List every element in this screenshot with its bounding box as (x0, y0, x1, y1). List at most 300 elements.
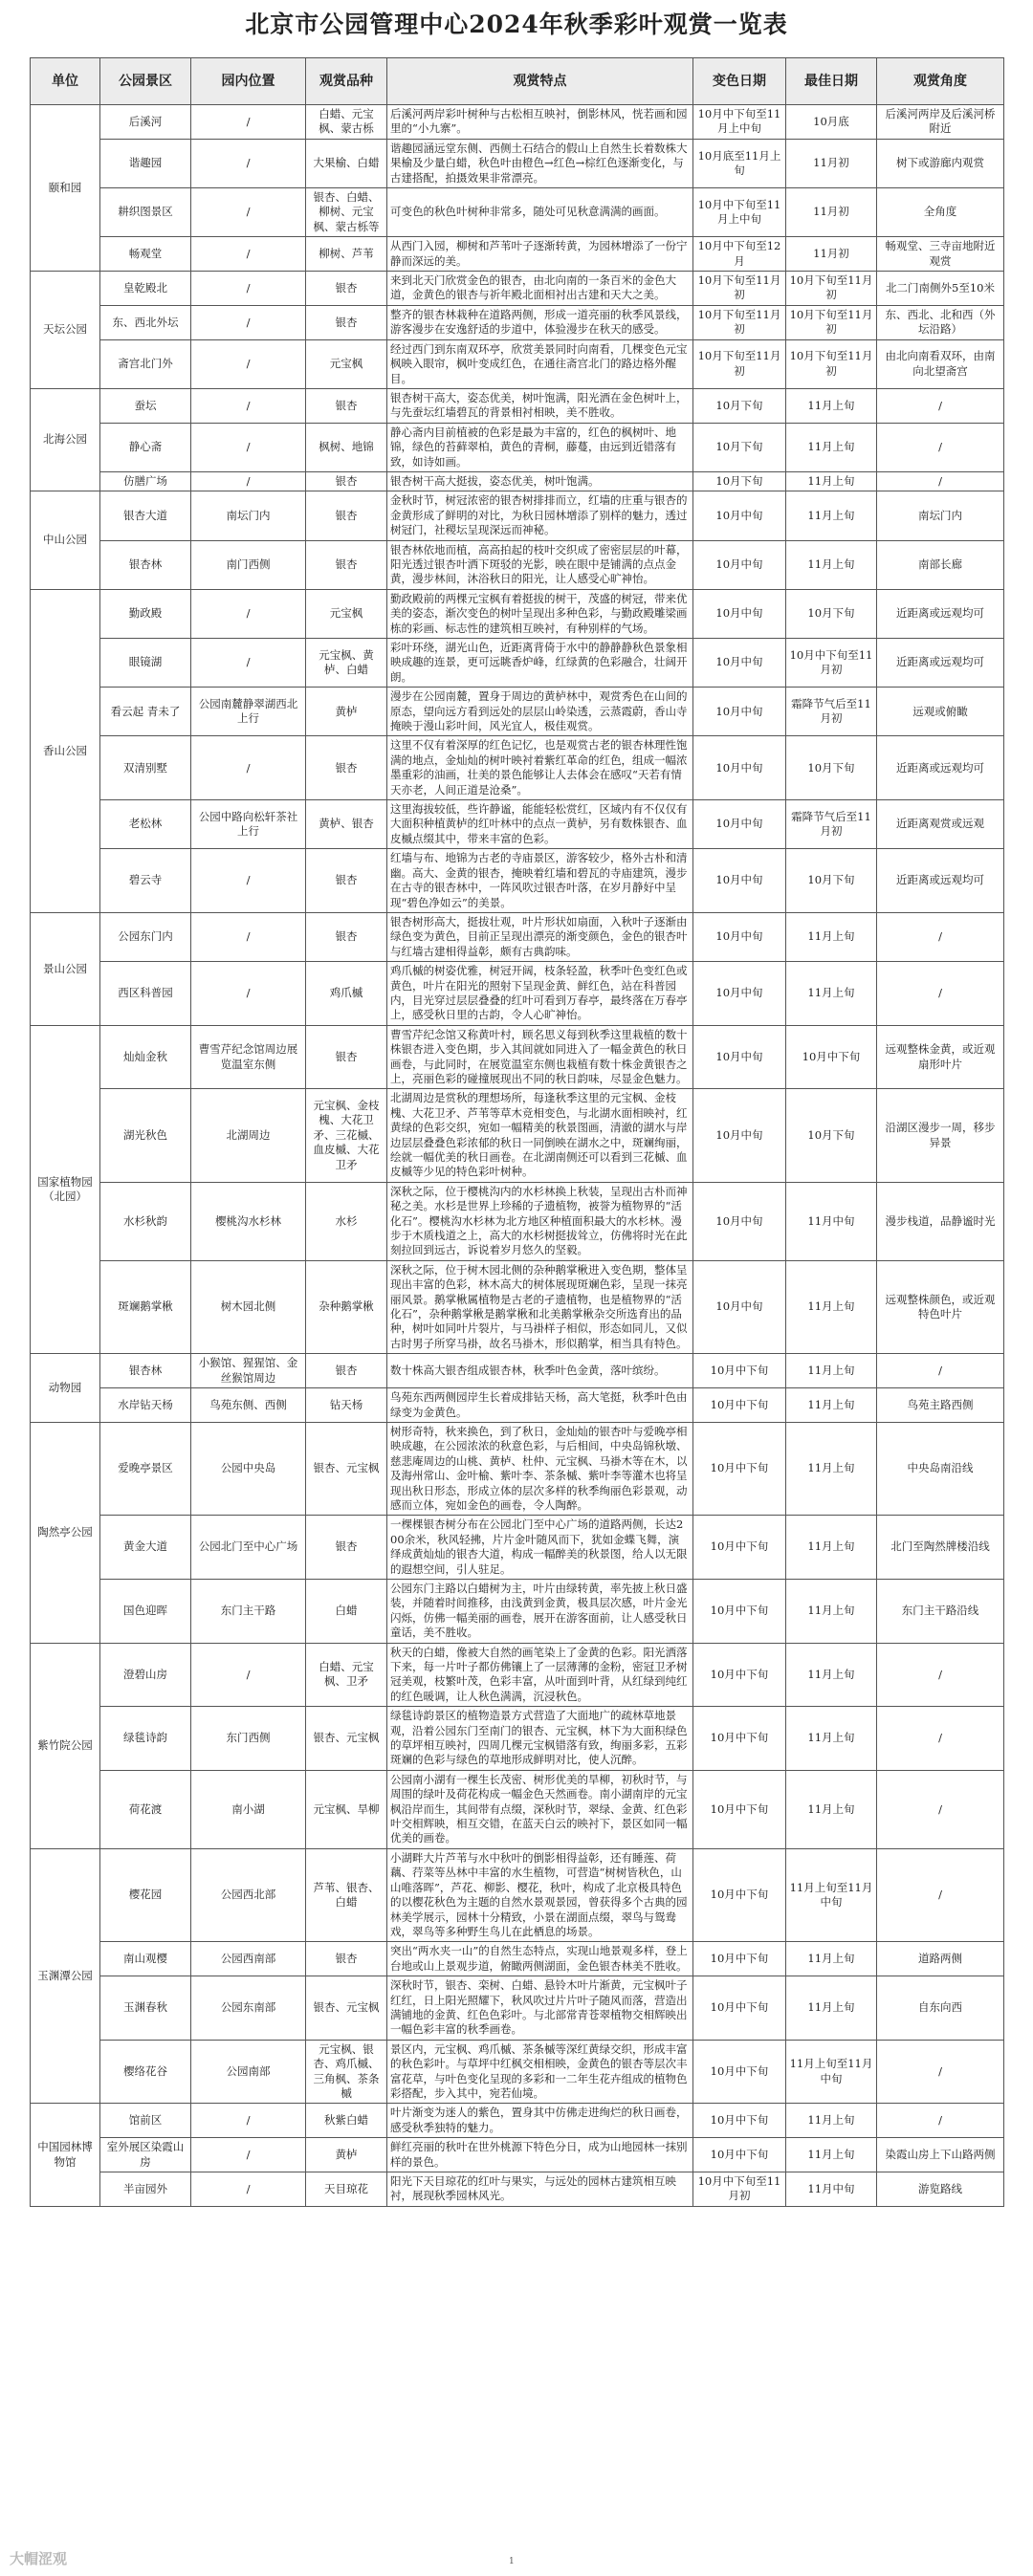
feature-cell: 叶片渐变为迷人的紫色，置身其中仿佛走进绚烂的秋日画卷，感受秋季独特的魅力。 (387, 2104, 693, 2138)
variety-cell: 银杏 (306, 1354, 387, 1388)
location-cell: / (191, 237, 306, 272)
feature-cell: 深秋时节，银杏、栾树、白蜡、悬铃木叶片渐黄，元宝枫叶子红红，日上阳光照耀下，秋风吹过片片叶子随风而落，营造出满铺地的金黄、红色色彩叶。与北部常青苍翠植物交相辉映出一幅色彩丰富的秋季画卷。 (387, 1976, 693, 2041)
location-cell: 公园西北部 (191, 1848, 306, 1941)
best-date-cell: 11月上旬 (786, 1770, 877, 1848)
location-cell: 公园中路向松轩茶社上行 (191, 800, 306, 849)
feature-cell: 彩叶环绕，湖光山色，近距离背倚于水中的静静静秋色景象相映成趣的连景，更可远眺香炉峰，红绿黄的色彩融合，壮阔开朗。 (387, 639, 693, 688)
spot-cell: 勤政殿 (100, 589, 191, 638)
location-cell: 东门主干路 (191, 1579, 306, 1643)
variety-cell: 银杏 (306, 491, 387, 540)
location-cell: / (191, 912, 306, 961)
unit-cell: 国家植物园（北园） (31, 1025, 100, 1354)
spot-cell: 双清别墅 (100, 736, 191, 800)
variety-cell: 白蜡、元宝枫、卫矛 (306, 1643, 387, 1707)
view-angle-cell: 远观整株金黄，或近观扇形叶片 (877, 1025, 1004, 1089)
spot-cell: 湖光秋色 (100, 1089, 191, 1182)
table-row (31, 800, 1004, 849)
spot-cell: 东、西北外坛 (100, 305, 191, 339)
unit-cell: 玉渊潭公园 (31, 1848, 100, 2104)
spot-cell: 半亩园外 (100, 2172, 191, 2207)
view-angle-cell: / (877, 2040, 1004, 2104)
best-date-cell: 10月下旬至11月初 (786, 339, 877, 388)
location-cell: 公园南麓静翠湖西北上行 (191, 688, 306, 736)
variety-cell: 白蜡 (306, 1579, 387, 1643)
table-row (31, 237, 1004, 272)
best-date-cell: 11月上旬 (786, 1260, 877, 1353)
table-row (31, 2172, 1004, 2207)
change-date-cell: 10月下旬至11月初 (693, 339, 786, 388)
location-cell: 公园东南部 (191, 1976, 306, 2041)
unit-cell: 颐和园 (31, 105, 100, 272)
view-angle-cell: / (877, 1354, 1004, 1388)
unit-cell: 陶然亭公园 (31, 1422, 100, 1643)
view-angle-cell: 北二门南侧外5至10米 (877, 272, 1004, 306)
spot-cell: 眼镜湖 (100, 639, 191, 688)
unit-cell: 紫竹院公园 (31, 1643, 100, 1848)
variety-cell: 元宝枫、旱柳 (306, 1770, 387, 1848)
variety-cell: 元宝枫 (306, 339, 387, 388)
feature-cell: 从西门入园，柳树和芦苇叶子逐渐转黄，为园林增添了一份宁静而深远的美。 (387, 237, 693, 272)
view-angle-cell: / (877, 2104, 1004, 2138)
view-angle-cell: 东门主干路沿线 (877, 1579, 1004, 1643)
best-date-cell: 霜降节气后至11月初 (786, 688, 877, 736)
variety-cell: 银杏 (306, 1516, 387, 1580)
header-best-date: 最佳日期 (786, 58, 877, 105)
feature-cell: 深秋之际，位于樱桃沟内的水杉林换上秋装，呈现出古朴而神秘之美。水杉是世界上珍稀的子遗植物，被誉为植物界的“活化石”。樱桃沟水杉林为北方地区种植面积最大的水杉林。漫步于木质栈道之上，高大的水杉树挺拔耸立，仿佛将时光在此刻拉回到远古，诉说着岁月悠久的坚毅。 (387, 1182, 693, 1260)
view-angle-cell: 漫步栈道，品静谧时光 (877, 1182, 1004, 1260)
spot-cell: 澄碧山房 (100, 1643, 191, 1707)
variety-cell: 鸡爪槭 (306, 962, 387, 1026)
location-cell: / (191, 639, 306, 688)
location-cell: / (191, 2138, 306, 2172)
location-cell: / (191, 305, 306, 339)
table-row (31, 272, 1004, 306)
view-angle-cell: 染霞山房上下山路两侧 (877, 2138, 1004, 2172)
variety-cell: 杂种鹅掌楸 (306, 1260, 387, 1353)
view-angle-cell: 游览路线 (877, 2172, 1004, 2207)
table-row (31, 1976, 1004, 2041)
location-cell: 公园北门至中心广场 (191, 1516, 306, 1580)
view-angle-cell: / (877, 423, 1004, 471)
feature-cell: 秋天的白蜡，像被大自然的画笔染上了金黄的色彩。阳光洒落下来，每一片叶子都仿佛镶上了一层薄薄的金粉，密冠卫矛树冠美观，枝繁叶茂，色彩丰富，从叶面到叶背，从红绿到纯红的红色暖调，让人秋色满满，沉浸秋色。 (387, 1643, 693, 1707)
variety-cell: 柳树、芦苇 (306, 237, 387, 272)
feature-cell: 漫步在公园南麓，置身于周边的黄栌林中，观赏秀色在山间的原态，望向远方看到远处的层层山岭染透，云蒸霞蔚，香山寺掩映于漫山彩叶间，风光宜人，极佳观赏。 (387, 688, 693, 736)
header-view-angle: 观赏角度 (877, 58, 1004, 105)
variety-cell: 黄栌 (306, 2138, 387, 2172)
spot-cell: 水杉秋韵 (100, 1182, 191, 1260)
location-cell: 小猴馆、猩猩馆、金丝猴馆周边 (191, 1354, 306, 1388)
page-title: 北京市公园管理中心2024年秋季彩叶观赏一览表 (245, 11, 788, 38)
feature-cell: 绿毯诗韵景区的植物造景方式营造了大面地广的疏林草地景观，沿着公园东门至南门的银杏、元宝枫，林下为大面积绿色的草坪相互映衬，四周几棵元宝枫错落有致，绚丽多彩，五彩斑斓的色彩与绿色的草地形成鲜明对比，使人沉醉。 (387, 1707, 693, 1771)
best-date-cell: 11月上旬 (786, 423, 877, 471)
table-row (31, 2138, 1004, 2172)
location-cell: 北湖周边 (191, 1089, 306, 1182)
view-angle-cell: 自东向西 (877, 1976, 1004, 2041)
location-cell: / (191, 272, 306, 306)
best-date-cell: 11月上旬 (786, 540, 877, 589)
location-cell: 南小湖 (191, 1770, 306, 1848)
table-row (31, 2040, 1004, 2104)
unit-cell: 景山公园 (31, 912, 100, 1025)
feature-cell: 这里不仅有着深厚的红色记忆，也是观赏古老的银杏林理性饱满的地点，金灿灿的树叶映衬着紫红革命的红色，组成一幅浓墨重彩的油画，壮美的景色能够让人去体会在感叹“天若有情天亦老，人间正道是沧桑”。 (387, 736, 693, 800)
best-date-cell: 10月下旬至11月初 (786, 305, 877, 339)
unit-cell: 中山公园 (31, 491, 100, 589)
feature-cell: 谐趣园涵远堂东侧、西侧土石结合的假山上自然生长着数株大果榆及少量白蜡，秋色叶由橙色→红色→棕红色逐渐变化，与古建搭配，拍摄效果非常漂亮。 (387, 139, 693, 187)
table-row (31, 1422, 1004, 1515)
feature-cell: 深秋之际，位于树木园北侧的杂种鹅掌楸进入变色期，整体呈现出丰富的色彩，林木高大的树体展现斑斓色彩，呈现一抹亮丽风景。鹅掌楸属植物是古老的孑遗植物，也是植物界的“活化石”，杂种鹅掌楸是鹅掌楸和北美鹅掌楸杂交所选育出的品种，树叶如同叶片裂片，与马褂样子相似，形态如同儿，又似古时男子所穿马褂，故名马褂木，形似鹅掌，相当具有特色。 (387, 1260, 693, 1353)
spot-cell: 西区科普园 (100, 962, 191, 1026)
best-date-cell: 11月上旬 (786, 1579, 877, 1643)
table-row (31, 139, 1004, 187)
table-row (31, 339, 1004, 388)
change-date-cell: 10月中下旬 (693, 1848, 786, 1941)
variety-cell: 银杏、元宝枫 (306, 1422, 387, 1515)
table-row (31, 423, 1004, 471)
variety-cell: 白蜡、元宝枫、蒙古栎 (306, 105, 387, 140)
best-date-cell: 11月上旬 (786, 2138, 877, 2172)
view-angle-cell: 北门至陶然牌楼沿线 (877, 1516, 1004, 1580)
table-body (31, 105, 1004, 2207)
location-cell: 公园西南部 (191, 1942, 306, 1976)
feature-cell: 静心斋内目前植被的色彩是最为丰富的，红色的枫树叶、地锦，绿色的苔藓翠柏，黄色的青桐，藤蔓，由远到近错落有致，如诗如画。 (387, 423, 693, 471)
variety-cell: 秋紫白蜡 (306, 2104, 387, 2138)
unit-cell: 中国园林博物馆 (31, 2104, 100, 2206)
location-cell: / (191, 471, 306, 491)
spot-cell: 公园东门内 (100, 912, 191, 961)
view-angle-cell: 远观或俯瞰 (877, 688, 1004, 736)
location-cell: / (191, 962, 306, 1026)
change-date-cell: 10月中下旬 (693, 1354, 786, 1388)
spot-cell: 后溪河 (100, 105, 191, 140)
foliage-table (30, 57, 1004, 2207)
unit-cell: 动物园 (31, 1354, 100, 1423)
change-date-cell: 10月中旬 (693, 639, 786, 688)
location-cell: / (191, 423, 306, 471)
location-cell: / (191, 339, 306, 388)
best-date-cell: 10月下旬至11月初 (786, 272, 877, 306)
variety-cell: 银杏 (306, 849, 387, 913)
variety-cell: 银杏 (306, 540, 387, 589)
view-angle-cell: 沿湖区漫步一周，移步异景 (877, 1089, 1004, 1182)
table-row (31, 1260, 1004, 1353)
best-date-cell: 11月上旬 (786, 1976, 877, 2041)
variety-cell: 元宝枫、黄栌、白蜡 (306, 639, 387, 688)
best-date-cell: 11月初 (786, 237, 877, 272)
change-date-cell: 10月中旬 (693, 736, 786, 800)
location-cell: 东门西侧 (191, 1707, 306, 1771)
feature-cell: 景区内，元宝枫、鸡爪槭、茶条槭等深红黄绿交织，形成丰富的秋色彩叶。与草坪中红枫交相相映，金黄色的银杏等层次丰富花草，与叶色变化呈现的多彩和一二年生花卉组成的植物色彩搭配，步入其中，宛若仙境。 (387, 2040, 693, 2104)
table-header-row (31, 58, 1004, 105)
best-date-cell: 11月上旬至11月中旬 (786, 1848, 877, 1941)
view-angle-cell: 近距离或远观均可 (877, 736, 1004, 800)
change-date-cell: 10月下旬 (693, 388, 786, 423)
spot-cell: 南山观樱 (100, 1942, 191, 1976)
table-row (31, 2104, 1004, 2138)
change-date-cell: 10月中下旬 (693, 1770, 786, 1848)
feature-cell: 突出“两水夹一山”的自然生态特点，实现山地景观多样，登上台地或山上景观步道，俯瞰两侧湖面，金色银杏林美不胜收。 (387, 1942, 693, 1976)
feature-cell: 曹雪芹纪念馆又称黄叶村，顾名思义每到秋季这里栽植的数十株银杏进入变色期，步入其间就如同进入了一幅金黄色的秋日画卷，与此同时，在展览温室东侧也栽植有数十株金黄银杏之上，亮丽色彩的碰撞展现出不同的秋日韵味，尽显金色魅力。 (387, 1025, 693, 1089)
spot-cell: 皇乾殿北 (100, 272, 191, 306)
feature-cell: 银杏树干高大，姿态优美，树叶饱满，阳光洒在金色树叶上，与先蚕坛红墙碧瓦的背景相衬相映，美不胜收。 (387, 388, 693, 423)
best-date-cell: 10月中下旬 (786, 1025, 877, 1089)
change-date-cell: 10月下旬 (693, 423, 786, 471)
change-date-cell: 10月中旬 (693, 491, 786, 540)
table-row (31, 471, 1004, 491)
best-date-cell: 11月上旬 (786, 491, 877, 540)
feature-cell: 鸟苑东西两侧园岸生长着成排钻天杨，高大笔挺，秋季叶色由绿变为金黄色。 (387, 1388, 693, 1423)
header-spot: 公园景区 (100, 58, 191, 105)
variety-cell: 枫树、地锦 (306, 423, 387, 471)
variety-cell: 银杏、元宝枫 (306, 1707, 387, 1771)
change-date-cell: 10月中旬 (693, 1025, 786, 1089)
view-angle-cell: 近距离或远观均可 (877, 589, 1004, 638)
table-row (31, 540, 1004, 589)
spot-cell: 静心斋 (100, 423, 191, 471)
change-date-cell: 10月中旬 (693, 540, 786, 589)
view-angle-cell: 由北向南看双环，由南向北望斋宫 (877, 339, 1004, 388)
feature-cell: 数十株高大银杏组成银杏林，秋季叶色金黄，落叶缤纷。 (387, 1354, 693, 1388)
change-date-cell: 10月中下旬 (693, 1579, 786, 1643)
view-angle-cell: / (877, 1770, 1004, 1848)
best-date-cell: 10月中下旬至11月初 (786, 639, 877, 688)
spot-cell: 斋宫北门外 (100, 339, 191, 388)
view-angle-cell: / (877, 388, 1004, 423)
unit-cell: 北海公园 (31, 388, 100, 491)
view-angle-cell: 南坛门内 (877, 491, 1004, 540)
unit-cell: 天坛公园 (31, 272, 100, 389)
spot-cell: 樱花园 (100, 1848, 191, 1941)
variety-cell: 天目琼花 (306, 2172, 387, 2207)
spot-cell: 水岸钻天杨 (100, 1388, 191, 1423)
best-date-cell: 11月上旬 (786, 1422, 877, 1515)
feature-cell: 经过西门到东南双环亭，欣赏美景同时向南看，几棵变色元宝枫映入眼帘，枫叶变成红色，在通往斋宫北门的路边格外醒目。 (387, 339, 693, 388)
location-cell: 曹雪芹纪念馆周边展览温室东侧 (191, 1025, 306, 1089)
feature-cell: 鲜红亮丽的秋叶在世外桃源下特色分日，成为山地园林一抹别样的景色。 (387, 2138, 693, 2172)
best-date-cell: 11月上旬 (786, 1942, 877, 1976)
best-date-cell: 11月上旬 (786, 1707, 877, 1771)
table-row (31, 1848, 1004, 1941)
spot-cell: 耕织图景区 (100, 188, 191, 237)
variety-cell: 元宝枫 (306, 589, 387, 638)
spot-cell: 银杏林 (100, 1354, 191, 1388)
variety-cell: 银杏 (306, 471, 387, 491)
spot-cell: 老松林 (100, 800, 191, 849)
best-date-cell: 11月初 (786, 188, 877, 237)
table-row (31, 105, 1004, 140)
variety-cell: 银杏 (306, 388, 387, 423)
change-date-cell: 10月中下旬至11月上中旬 (693, 105, 786, 140)
change-date-cell: 10月中下旬 (693, 2040, 786, 2104)
change-date-cell: 10月中旬 (693, 1089, 786, 1182)
location-cell: 树木园北侧 (191, 1260, 306, 1353)
best-date-cell: 10月下旬 (786, 1089, 877, 1182)
best-date-cell: 11月上旬至11月中旬 (786, 2040, 877, 2104)
best-date-cell: 11月上旬 (786, 962, 877, 1026)
location-cell: / (191, 188, 306, 237)
variety-cell: 大果榆、白蜡 (306, 139, 387, 187)
spot-cell: 灿灿金秋 (100, 1025, 191, 1089)
feature-cell: 后溪河两岸彩叶树种与古松相互映衬，倒影林风，恍若画和园里的“小九寨”。 (387, 105, 693, 140)
view-angle-cell: 东、西北、北和西（外坛沿路） (877, 305, 1004, 339)
change-date-cell: 10月中旬 (693, 849, 786, 913)
header-change-date: 变色日期 (693, 58, 786, 105)
spot-cell: 樱络花谷 (100, 2040, 191, 2104)
variety-cell: 银杏 (306, 272, 387, 306)
location-cell: 南坛门内 (191, 491, 306, 540)
variety-cell: 银杏 (306, 736, 387, 800)
view-angle-cell: 近距离或远观均可 (877, 639, 1004, 688)
location-cell: / (191, 736, 306, 800)
change-date-cell: 10月中旬 (693, 1260, 786, 1353)
spot-cell: 看云起 青未了 (100, 688, 191, 736)
table-row (31, 1089, 1004, 1182)
location-cell: / (191, 2104, 306, 2138)
view-angle-cell: 全角度 (877, 188, 1004, 237)
table-row (31, 1388, 1004, 1423)
feature-cell: 公园南小湖有一棵生长茂密、树形优美的旱柳，初秋时节，与周围的绿叶及荷花构成一幅金色天然画卷。南小湖南岸的元宝枫沿岸而生，其间带有点缀，深秋时节，翠绿、金黄、红色彩叶交相辉映，相互交错，在蓝天白云的映衬下，景区如同一幅优美的画卷。 (387, 1770, 693, 1848)
view-angle-cell: 后溪河两岸及后溪河桥附近 (877, 105, 1004, 140)
spot-cell: 玉渊春秋 (100, 1976, 191, 2041)
table-row (31, 1643, 1004, 1707)
view-angle-cell: 树下或游廊内观赏 (877, 139, 1004, 187)
best-date-cell: 11月上旬 (786, 912, 877, 961)
feature-cell: 银杏林依地而植，高高拍起的枝叶交织成了密密层层的叶幕，阳光透过银杏叶洒下斑驳的光影，映在眼中是铺满的点点金黄，漫步林间，沐浴秋日的阳光，让人感受心旷神怡。 (387, 540, 693, 589)
best-date-cell: 11月上旬 (786, 1388, 877, 1423)
feature-cell: 金秋时节，树冠浓密的银杏树排排而立，红墙的庄重与银杏的金黄形成了鲜明的对比，为秋日园林增添了别样的魅力，透过树冠门，社稷坛呈现深远而神秘。 (387, 491, 693, 540)
change-date-cell: 10月中下旬 (693, 2104, 786, 2138)
location-cell: / (191, 139, 306, 187)
watermark: 大帽涩观 (10, 2550, 68, 2567)
view-angle-cell: / (877, 1643, 1004, 1707)
change-date-cell: 10月中下旬 (693, 1707, 786, 1771)
view-angle-cell: / (877, 962, 1004, 1026)
table-row (31, 1942, 1004, 1976)
table-row (31, 388, 1004, 423)
spot-cell: 国色迎晖 (100, 1579, 191, 1643)
spot-cell: 碧云寺 (100, 849, 191, 913)
location-cell: / (191, 589, 306, 638)
table-row (31, 1025, 1004, 1089)
feature-cell: 这里海拔较低，些许静谧，能能轻松赏红，区域内有不仅仅有大面积种植黄栌的红叶林中的点点一黄栌，另有数株银杏、血皮槭点缀其中，带来丰富的色彩。 (387, 800, 693, 849)
change-date-cell: 10月中下旬至11月初 (693, 2172, 786, 2207)
table-row (31, 491, 1004, 540)
table-row (31, 188, 1004, 237)
header-unit: 单位 (31, 58, 100, 105)
spot-cell: 谐趣园 (100, 139, 191, 187)
view-angle-cell: 近距离或远观均可 (877, 849, 1004, 913)
change-date-cell: 10月底至11月上旬 (693, 139, 786, 187)
location-cell: / (191, 105, 306, 140)
spot-cell: 银杏大道 (100, 491, 191, 540)
view-angle-cell: 畅观堂、三寺亩地附近观赏 (877, 237, 1004, 272)
feature-cell: 北湖周边是赏秋的理想场所，每逢秋季这里的元宝枫、金枝槐、大花卫矛、芦苇等草木竞相变色，与北湖水面相映衬，红黄绿的色彩交织，宛如一幅精美的秋景图画，清澈的湖水与岸边层层叠叠色彩浓郁的秋日一同倒映在湖水之中，斑斓绚丽，绘就一幅优美的秋日画卷。在北湖南侧还可以看到三花槭、血皮槭等少见的特色彩叶树种。 (387, 1089, 693, 1182)
change-date-cell: 10月中旬 (693, 1182, 786, 1260)
header-variety: 观赏品种 (306, 58, 387, 105)
best-date-cell: 10月下旬 (786, 736, 877, 800)
location-cell: / (191, 1643, 306, 1707)
variety-cell: 黄栌、银杏 (306, 800, 387, 849)
view-angle-cell: 鸟苑主路西侧 (877, 1388, 1004, 1423)
change-date-cell: 10月中下旬 (693, 1388, 786, 1423)
feature-cell: 鸡爪槭的树姿优雅，树冠开阔，枝条轻盈，秋季叶色变红色或黄色，叶片在阳光的照射下呈现金黄、鲜红色，站在科普园内，目光穿过层层叠叠的红叶可看到万春亭，最终落在万春亭上，感受秋日里的古韵，令人心旷神怡。 (387, 962, 693, 1026)
change-date-cell: 10月下旬 (693, 471, 786, 491)
variety-cell: 芦苇、银杏、白蜡 (306, 1848, 387, 1941)
view-angle-cell: 南部长廊 (877, 540, 1004, 589)
change-date-cell: 10月中下旬 (693, 1643, 786, 1707)
table-row (31, 912, 1004, 961)
change-date-cell: 10月中下旬 (693, 2138, 786, 2172)
best-date-cell: 11月中旬 (786, 1182, 877, 1260)
view-angle-cell: 中央岛南沿线 (877, 1422, 1004, 1515)
best-date-cell: 霜降节气后至11月初 (786, 800, 877, 849)
variety-cell: 银杏、元宝枫 (306, 1976, 387, 2041)
best-date-cell: 11月初 (786, 139, 877, 187)
view-angle-cell: / (877, 912, 1004, 961)
spot-cell: 荷花渡 (100, 1770, 191, 1848)
table-row (31, 1516, 1004, 1580)
spot-cell: 仿膳广场 (100, 471, 191, 491)
variety-cell: 元宝枫、金枝槐、大花卫矛、三花槭、血皮槭、大花卫矛 (306, 1089, 387, 1182)
table-row (31, 1770, 1004, 1848)
table-row (31, 1182, 1004, 1260)
location-cell: 公园南部 (191, 2040, 306, 2104)
variety-cell: 钻天杨 (306, 1388, 387, 1423)
best-date-cell: 11月上旬 (786, 2104, 877, 2138)
view-angle-cell: / (877, 1707, 1004, 1771)
view-angle-cell: 道路两侧 (877, 1942, 1004, 1976)
table-row (31, 1579, 1004, 1643)
view-angle-cell: / (877, 1848, 1004, 1941)
table-row (31, 849, 1004, 913)
spot-cell: 黄金大道 (100, 1516, 191, 1580)
feature-cell: 银杏树干高大挺拔，姿态优美，树叶饱满。 (387, 471, 693, 491)
best-date-cell: 11月上旬 (786, 388, 877, 423)
page-number: 1 (509, 2557, 515, 2566)
change-date-cell: 10月中下旬至11月上中旬 (693, 188, 786, 237)
best-date-cell: 11月上旬 (786, 1516, 877, 1580)
table-row (31, 589, 1004, 638)
variety-cell: 元宝枫、银杏、鸡爪槭、三角枫、茶条槭 (306, 2040, 387, 2104)
table-row (31, 305, 1004, 339)
spot-cell: 银杏林 (100, 540, 191, 589)
table-row (31, 1354, 1004, 1388)
best-date-cell: 11月上旬 (786, 1354, 877, 1388)
change-date-cell: 10月中旬 (693, 912, 786, 961)
feature-cell: 一棵棵银杏树分布在公园北门至中心广场的道路两侧，长达200余米，秋风轻拂，片片金叶随风而下，犹如金蝶飞舞，演绎成黄灿灿的银杏大道，构成一幅醉美的秋景图，给人以无限的遐想空间，引人驻足。 (387, 1516, 693, 1580)
table-row (31, 1707, 1004, 1771)
change-date-cell: 10月中旬 (693, 800, 786, 849)
best-date-cell: 10月下旬 (786, 589, 877, 638)
view-angle-cell: / (877, 471, 1004, 491)
feature-cell: 可变色的秋色叶树种非常多，随处可见秋意满满的画面。 (387, 188, 693, 237)
location-cell: 公园中央岛 (191, 1422, 306, 1515)
variety-cell: 银杏 (306, 1942, 387, 1976)
best-date-cell: 10月下旬 (786, 849, 877, 913)
variety-cell: 银杏 (306, 305, 387, 339)
change-date-cell: 10月下旬至11月初 (693, 272, 786, 306)
header-location: 园内位置 (191, 58, 306, 105)
table-row (31, 736, 1004, 800)
spot-cell: 馆前区 (100, 2104, 191, 2138)
feature-cell: 小湖畔大片芦苇与水中秋叶的倒影相得益彰，还有睡莲、荷藕、荇菜等丛林中丰富的水生植物，可营造“树树皆秋色，山山唯落晖”，芦花、柳影、樱花，秋叶，构成了北京极具特色的以樱花秋色为主题的自然水景观景园，曾获得多个古典的园林美学展示，园林十分精致，小景在湖面点缀，翠鸟与鸳鸯戏，翠鸟等多种野生鸟儿在此栖息的场景。 (387, 1848, 693, 1941)
change-date-cell: 10月中旬 (693, 962, 786, 1026)
location-cell: 南门西侧 (191, 540, 306, 589)
feature-cell: 整齐的银杏林栽种在道路两侧，形成一道亮丽的秋季风景线，游客漫步在安逸舒适的步道中，体验漫步在秋天的感受。 (387, 305, 693, 339)
change-date-cell: 10月中旬 (693, 688, 786, 736)
feature-cell: 红墙与布、地锦为古老的寺庙景区，游客较少，格外古朴和清幽。高大、金黄的银杏，掩映着红墙和碧瓦的寺庙建筑，漫步在古寺的银杏林中，一阵风吹过银杏叶落，在岁月静好中呈现“碧色净如云”的美景。 (387, 849, 693, 913)
change-date-cell: 10月中下旬 (693, 1976, 786, 2041)
variety-cell: 银杏 (306, 1025, 387, 1089)
